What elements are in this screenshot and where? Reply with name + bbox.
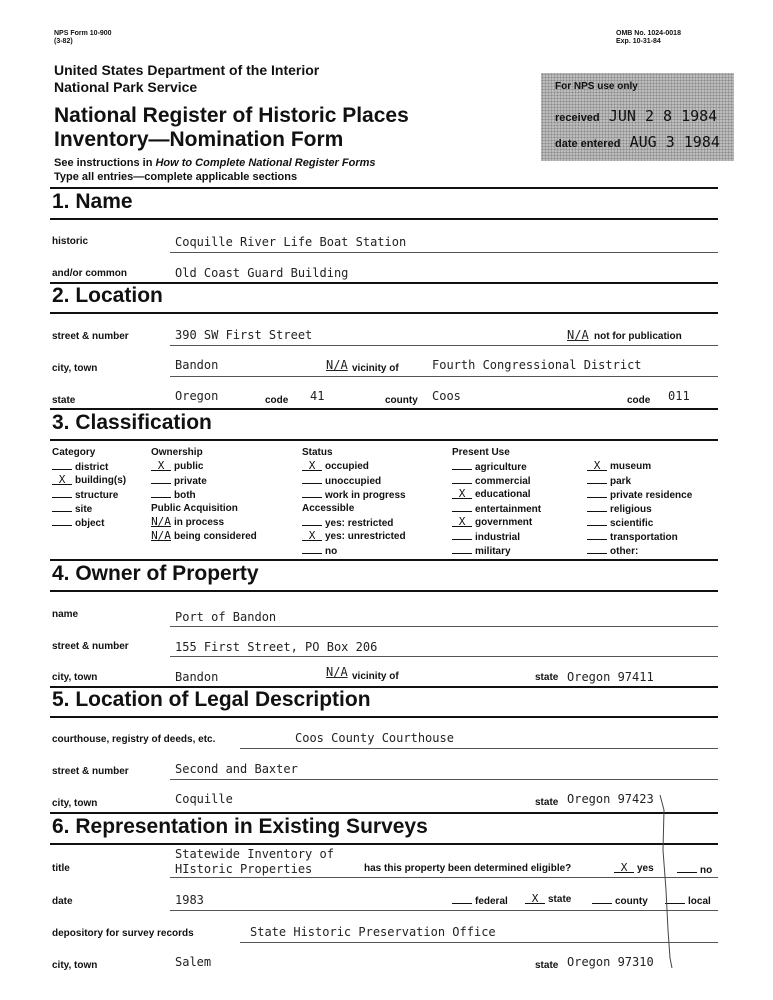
field-underline	[170, 252, 718, 253]
ownership-title: Ownership	[151, 447, 203, 458]
category-item[interactable]	[52, 474, 126, 488]
survey-date-label: date	[52, 896, 73, 907]
location-vicinity-mark[interactable]: N/A	[326, 358, 348, 372]
location-street-field[interactable]: 390 SW First Street	[175, 328, 313, 342]
location-state-label: state	[52, 395, 76, 406]
category-mark: X	[52, 475, 72, 485]
acquisition-mark: N/A	[151, 529, 171, 542]
survey-county[interactable]	[592, 894, 648, 907]
ownership-item[interactable]	[151, 488, 257, 502]
present-use-mark	[587, 488, 607, 498]
section-divider	[50, 312, 718, 314]
section-5-heading: 5. Location of Legal Description	[52, 688, 371, 711]
field-underline	[170, 779, 718, 780]
instructions-line1	[54, 157, 376, 170]
ownership-mark	[151, 488, 171, 498]
historic-name-field[interactable]: Coquille River Life Boat Station	[175, 235, 407, 249]
public-acquisition-title: Public Acquisition	[151, 503, 238, 514]
present-use-mark	[587, 474, 607, 484]
present-use-item[interactable]	[452, 460, 541, 474]
section-divider	[50, 218, 718, 220]
section-3-heading: 3. Classification	[52, 411, 212, 434]
legal-street-label: street & number	[52, 766, 129, 777]
not-for-publication-label: not for publication	[594, 331, 682, 342]
instructions-title: How to Complete National Register Forms	[155, 157, 376, 169]
present-use-mark	[587, 516, 607, 526]
status-item[interactable]	[302, 488, 406, 502]
present-use-mark	[452, 544, 472, 554]
present-use-mark	[587, 530, 607, 540]
present-use-item[interactable]	[452, 488, 541, 502]
owner-name-label: name	[52, 609, 79, 620]
eligible-yes[interactable]	[614, 863, 654, 874]
depository-field[interactable]: State Historic Preservation Office	[250, 925, 496, 939]
category-item[interactable]	[52, 516, 126, 530]
ownership-item[interactable]	[151, 474, 257, 488]
courthouse-label: courthouse, registry of deeds, etc.	[52, 734, 216, 745]
form-title-line1: National Register of Historic Places	[54, 104, 409, 127]
location-city-label: city, town	[52, 363, 98, 374]
accessible-mark	[302, 544, 322, 554]
acquisition-label: being considered	[174, 531, 257, 542]
section-divider	[50, 812, 718, 814]
present-use-item[interactable]	[587, 502, 692, 516]
survey-federal[interactable]	[452, 894, 508, 907]
pencil-mark	[650, 790, 690, 975]
present-use-item[interactable]	[587, 488, 692, 502]
present-use-label: entertainment	[475, 504, 542, 515]
depository-label: depository for survey records	[52, 928, 194, 939]
expiration-date: Exp. 10-31-84	[616, 38, 661, 45]
present-use-label: government	[475, 517, 533, 528]
location-city-field[interactable]: Bandon	[175, 358, 219, 372]
state-code-field[interactable]: 41	[310, 389, 325, 403]
present-use-label: private residence	[610, 490, 693, 501]
status-item[interactable]	[302, 460, 406, 474]
survey-title-label: title	[52, 863, 70, 874]
present-use-item[interactable]	[452, 502, 541, 516]
ownership-label: public	[174, 461, 204, 472]
category-item[interactable]	[52, 460, 126, 474]
owner-vicinity-label: vicinity of	[352, 671, 399, 682]
stamp-received-value: JUN 2 8 1984	[608, 107, 718, 125]
category-item[interactable]	[52, 502, 126, 516]
status-label: unoccupied	[325, 476, 382, 487]
owner-city-field[interactable]: Bandon	[175, 670, 219, 684]
status-mark	[302, 488, 322, 498]
section-divider	[50, 439, 718, 441]
survey-county-label: county	[615, 896, 648, 907]
stamp-received	[555, 107, 717, 125]
eligible-no-label: no	[700, 865, 713, 876]
acquisition-item[interactable]	[151, 516, 257, 530]
present-use-item[interactable]	[587, 530, 692, 544]
present-use-label: transportation	[610, 532, 678, 543]
present-use-label: religious	[610, 504, 652, 515]
category-title: Category	[52, 447, 96, 458]
courthouse-field[interactable]: Coos County Courthouse	[295, 731, 454, 745]
status-column	[302, 446, 406, 558]
survey-state[interactable]	[525, 894, 571, 905]
present-use-item[interactable]	[587, 474, 692, 488]
county-field[interactable]: Coos	[432, 389, 461, 403]
field-underline	[170, 376, 718, 377]
accessible-item[interactable]	[302, 530, 406, 544]
present-use-item[interactable]	[452, 530, 541, 544]
present-use-label: commercial	[475, 476, 531, 487]
eligible-question: has this property been determined eligible?	[364, 863, 572, 874]
category-mark	[52, 516, 72, 526]
survey-city-label: city, town	[52, 960, 98, 971]
owner-street-field[interactable]: 155 First Street, PO Box 206	[175, 640, 378, 654]
stamp-entered	[555, 133, 720, 151]
state-code-label: code	[265, 395, 289, 406]
status-label: work in progress	[325, 490, 406, 501]
ownership-column	[151, 446, 257, 544]
field-underline	[170, 656, 718, 657]
county-code-label: code	[627, 395, 651, 406]
survey-federal-label: federal	[475, 896, 508, 907]
legal-state-label: state	[535, 797, 559, 808]
survey-county-mark	[592, 894, 612, 904]
acquisition-item[interactable]	[151, 530, 257, 544]
accessible-label: yes: restricted	[325, 518, 394, 529]
legal-city-label: city, town	[52, 798, 98, 809]
not-for-publication-mark[interactable]: N/A	[567, 328, 589, 342]
present-use-title: Present Use	[452, 447, 510, 458]
eligible-yes-label: yes	[637, 863, 654, 874]
present-use-label: military	[475, 546, 511, 557]
stamp-received-label: received	[555, 112, 600, 124]
category-label: object	[75, 518, 105, 529]
acquisition-mark: N/A	[151, 515, 171, 528]
ownership-item[interactable]	[151, 460, 257, 474]
present-use-mark	[587, 502, 607, 512]
present-use-label: scientific	[610, 518, 654, 529]
owner-vicinity-mark[interactable]: N/A	[326, 665, 348, 679]
section-6-heading: 6. Representation in Existing Surveys	[52, 815, 428, 838]
legal-street-field[interactable]: Second and Baxter	[175, 762, 298, 776]
county-code-field[interactable]: 011	[668, 389, 690, 403]
survey-local-label: local	[688, 896, 711, 907]
survey-federal-mark	[452, 894, 472, 904]
field-underline	[170, 877, 718, 878]
category-mark	[52, 460, 72, 470]
present-use-mark	[452, 460, 472, 470]
legal-city-field[interactable]: Coquille	[175, 792, 233, 806]
ownership-mark	[151, 474, 171, 484]
present-use-label: park	[610, 476, 632, 487]
present-use-item[interactable]	[587, 460, 692, 474]
location-vicinity-label: vicinity of	[352, 363, 399, 374]
nps-use-only-stamp	[541, 73, 734, 161]
field-underline	[170, 345, 718, 346]
owner-city-label: city, town	[52, 672, 98, 683]
present-use-mark	[452, 530, 472, 540]
field-underline	[240, 942, 718, 943]
present-use-item[interactable]	[452, 474, 541, 488]
department-name: United States Department of the Interior	[54, 62, 320, 78]
status-item[interactable]	[302, 474, 406, 488]
status-mark: X	[302, 461, 322, 471]
form-title-line2: Inventory—Nomination Form	[54, 128, 344, 151]
survey-state-mark: X	[525, 894, 545, 904]
eligible-yes-mark: X	[614, 863, 634, 873]
section-divider	[50, 187, 718, 189]
accessible-item[interactable]	[302, 516, 406, 530]
omb-number: OMB No. 1024-0018	[616, 30, 681, 37]
present-use-label: industrial	[475, 532, 521, 543]
category-label: building(s)	[75, 475, 127, 486]
field-underline	[170, 910, 718, 911]
stamp-entered-value: AUG 3 1984	[629, 133, 720, 151]
location-street-label: street & number	[52, 331, 129, 342]
survey-state2-label: state	[535, 960, 559, 971]
field-underline	[170, 626, 718, 627]
present-use-column-2	[587, 460, 692, 558]
survey-state-label: state	[548, 894, 572, 905]
section-divider	[50, 590, 718, 592]
present-use-label: museum	[610, 461, 652, 472]
present-use-item[interactable]	[587, 516, 692, 530]
owner-state-label: state	[535, 672, 559, 683]
form-number: NPS Form 10-900	[54, 30, 112, 37]
county-label: county	[385, 395, 418, 406]
category-column	[52, 446, 126, 530]
present-use-mark	[452, 502, 472, 512]
present-use-item[interactable]	[452, 516, 541, 530]
category-mark	[52, 502, 72, 512]
present-use-column-1	[452, 446, 541, 558]
survey-state2-field[interactable]: Oregon 97310	[567, 955, 654, 969]
survey-city-field[interactable]: Salem	[175, 955, 212, 969]
survey-title-line1[interactable]: Statewide Inventory of	[175, 847, 334, 861]
status-mark	[302, 474, 322, 484]
category-mark	[52, 488, 72, 498]
survey-date-field[interactable]: 1983	[175, 893, 204, 907]
instructions-line2: Type all entries—complete applicable sections	[54, 171, 298, 183]
section-divider	[50, 716, 718, 718]
accessible-item[interactable]	[302, 544, 406, 558]
category-item[interactable]	[52, 488, 126, 502]
present-use-item[interactable]	[452, 544, 541, 558]
common-name-label: and/or common	[52, 268, 128, 279]
present-use-mark: X	[587, 461, 607, 471]
present-use-label: other:	[610, 546, 639, 557]
stamp-entered-label: date entered	[555, 138, 621, 150]
present-use-mark: X	[452, 489, 472, 499]
congressional-district-field[interactable]: Fourth Congressional District	[432, 358, 642, 372]
historic-label: historic	[52, 236, 89, 247]
ownership-label: both	[174, 490, 196, 501]
instructions-prefix: See instructions in	[54, 157, 156, 169]
section-divider	[50, 408, 718, 410]
category-label: structure	[75, 490, 119, 501]
field-underline	[240, 748, 718, 749]
status-title: Status	[302, 447, 333, 458]
present-use-label: agriculture	[475, 462, 527, 473]
acquisition-label: in process	[174, 517, 225, 528]
category-label: site	[75, 504, 93, 515]
section-1-heading: 1. Name	[52, 190, 133, 213]
category-label: district	[75, 462, 109, 473]
common-name-field[interactable]: Old Coast Guard Building	[175, 266, 349, 280]
status-label: occupied	[325, 461, 369, 472]
owner-street-label: street & number	[52, 641, 129, 652]
present-use-mark: X	[452, 517, 472, 527]
accessible-mark: X	[302, 531, 322, 541]
accessible-label: no	[325, 546, 338, 557]
stamp-label: For NPS use only	[555, 81, 638, 92]
service-name: National Park Service	[54, 79, 198, 95]
section-divider	[50, 843, 718, 845]
present-use-mark	[452, 474, 472, 484]
ownership-mark: X	[151, 461, 171, 471]
present-use-label: educational	[475, 489, 531, 500]
accessible-mark	[302, 516, 322, 526]
section-2-heading: 2. Location	[52, 284, 163, 307]
ownership-label: private	[174, 476, 207, 487]
form-revision: (3-82)	[54, 38, 73, 45]
location-state-field[interactable]: Oregon	[175, 389, 219, 403]
owner-state-field[interactable]: Oregon 97411	[567, 670, 654, 684]
owner-name-field[interactable]: Port of Bandon	[175, 610, 277, 624]
survey-title-line2[interactable]: HIstoric Properties	[175, 862, 313, 876]
section-4-heading: 4. Owner of Property	[52, 562, 259, 585]
legal-state-field[interactable]: Oregon 97423	[567, 792, 654, 806]
accessible-title: Accessible	[302, 503, 355, 514]
section-divider	[50, 559, 718, 561]
accessible-label: yes: unrestricted	[325, 531, 406, 542]
present-use-item[interactable]	[587, 544, 692, 558]
present-use-mark	[587, 544, 607, 554]
